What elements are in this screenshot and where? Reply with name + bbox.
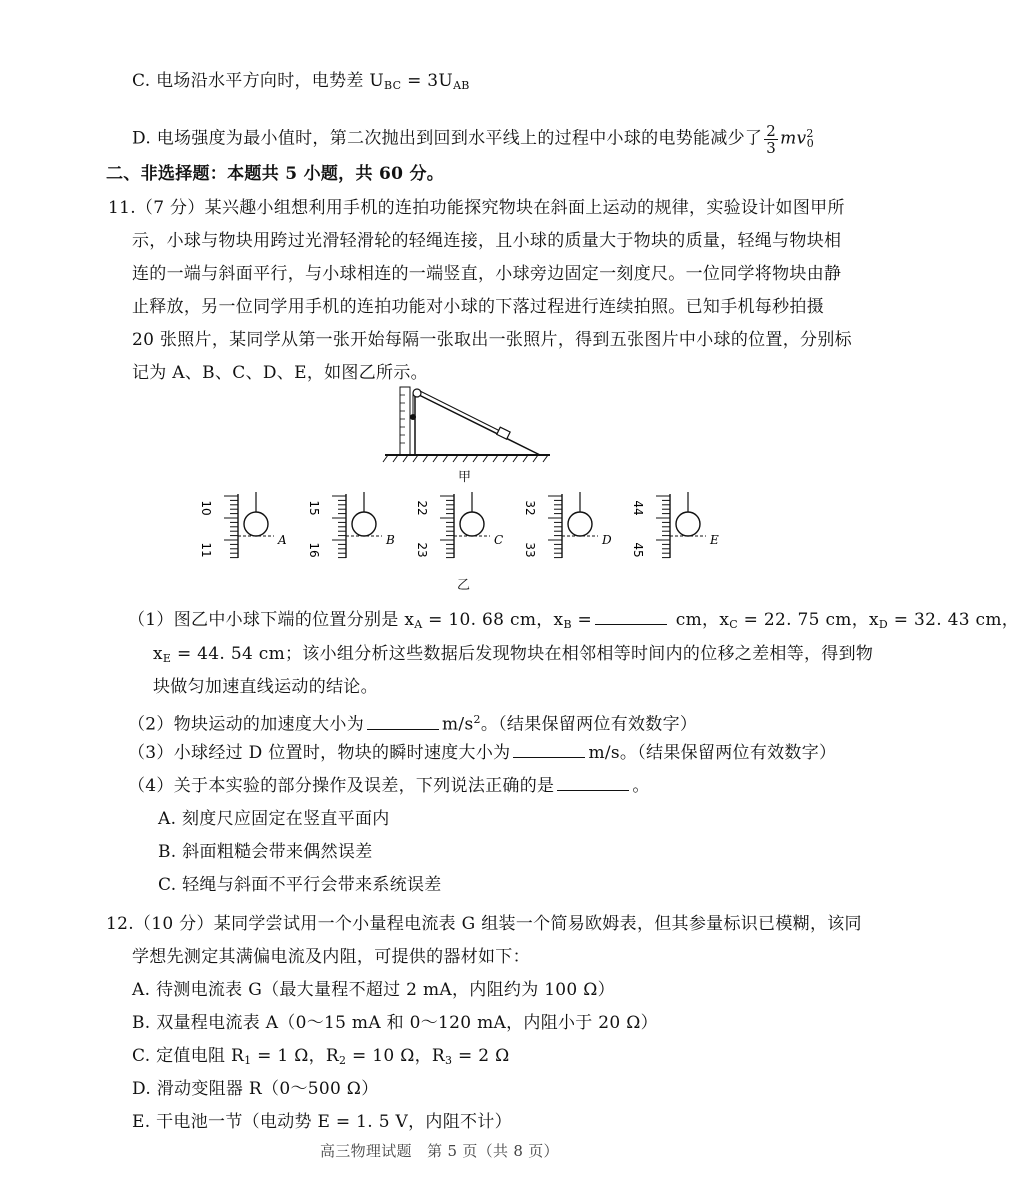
option-c [132, 70, 470, 97]
frac-den: 3 [766, 138, 777, 157]
p2-sup: 2 [473, 713, 481, 726]
q11-line-5: 20 张照片，某同学从第一张开始每隔一张取出一张照片，得到五张图片中小球的位置，分别标 [132, 330, 852, 350]
sub-b: B [563, 618, 572, 631]
q12-line-2: 学想先测定其满偏电流及内阻，可提供的器材如下： [132, 947, 530, 967]
figure-jia-label: 甲 [458, 470, 472, 485]
option-d-text: D. 电场强度为最小值时，第二次抛出到回到水平线上的过程中小球的电势能减少了 [132, 128, 763, 149]
answer-blank-accel[interactable] [367, 715, 439, 730]
q12c-text-b: = 1 Ω，R [251, 1046, 340, 1066]
p2-text-a: （2）物块运动的加速度大小为 [128, 714, 365, 735]
ruler-label-bottom: 11 [199, 542, 213, 558]
ruler-label-bottom: 23 [415, 542, 429, 558]
ball [352, 512, 376, 536]
sub-1: 1 [244, 1054, 252, 1067]
ruler-label-bottom: 45 [631, 542, 645, 558]
ruler-label-top: 22 [415, 500, 429, 516]
q11-option-a: A. 刻度尺应固定在竖直平面内 [158, 809, 390, 829]
p1-text-f: = 32. 43 cm， [888, 610, 1019, 630]
ball [568, 512, 592, 536]
q11-part-1-line-3: 块做匀加速直线运动的结论。 [153, 677, 378, 697]
sub-3: 3 [445, 1054, 453, 1067]
p1-l2-text: = 44. 54 cm；该小组分析这些数据后发现物块在相邻相等时间内的位移之差相等，得到物 [171, 644, 874, 664]
q11-part-1-line-2 [153, 643, 873, 670]
sub-2: 2 [339, 1054, 347, 1067]
q12-item-e: E. 干电池一节（电动势 E = 1. 5 V，内阻不计） [132, 1112, 512, 1132]
block [497, 427, 510, 439]
q11-part-2 [128, 709, 697, 736]
section-title: 二、非选择题：本题共 5 小题，共 60 分。 [106, 164, 445, 184]
q11-part-4 [128, 775, 650, 797]
position-letter: A [278, 533, 287, 547]
sub-bc: BC [384, 79, 402, 92]
mv-term: mv [780, 128, 807, 149]
ruler-label-top: 10 [199, 500, 213, 516]
q12-line-1: 12.（10 分）某同学尝试用一个小量程电流表 G 组装一个简易欧姆表，但其参量标识已模糊，该同 [106, 914, 862, 934]
p1-text-b: = 10. 68 cm，x [422, 610, 564, 630]
pulley [413, 389, 421, 397]
p4-end: 。 [632, 776, 650, 796]
q11-part-1-line-1 [128, 609, 1019, 636]
option-d [132, 114, 814, 164]
ruler-snapshot-c [406, 490, 506, 570]
ruler-label-bottom: 33 [523, 542, 537, 558]
q12c-text-c: = 10 Ω，R [346, 1046, 446, 1066]
q11-option-c: C. 轻绳与斜面不平行会带来系统误差 [158, 875, 442, 895]
ruler [400, 387, 410, 455]
answer-blank-choice[interactable] [557, 776, 629, 791]
sub-ab: AB [453, 79, 470, 92]
option-c-text: C. 电场沿水平方向时，电势差 U [132, 71, 385, 91]
mv-sub: 0 [806, 136, 815, 150]
p2-text-c: 。（结果保留两位有效数字） [480, 714, 698, 735]
p2-unit: m/s [442, 714, 474, 735]
answer-blank-velocity[interactable] [513, 743, 585, 758]
q12-item-c [132, 1045, 510, 1072]
option-c-mid: = 3U [401, 71, 454, 91]
ruler-snapshot-e [622, 490, 722, 570]
position-letter: C [494, 533, 504, 547]
q11-line-3: 连的一端与斜面平行，与小球相连的一端竖直，小球旁边固定一刻度尺。一位同学将物块由静 [132, 264, 842, 284]
ruler-snapshot-d [514, 490, 614, 570]
ball [676, 512, 700, 536]
ruler-label-top: 44 [631, 500, 645, 516]
frac-num: 2 [766, 121, 777, 140]
mv-sup: 2 [806, 127, 814, 140]
figure-jia [380, 385, 560, 465]
position-letter: D [602, 533, 612, 547]
q11-line-4: 止释放，另一位同学用手机的连拍功能对小球的下落过程进行连续拍照。已知手机每秒拍摄 [132, 297, 824, 317]
q12-item-d: D. 滑动变阻器 R（0～500 Ω） [132, 1079, 379, 1099]
q12-item-b: B. 双量程电流表 A（0～15 mA 和 0～120 mA，内阻小于 20 Ω） [132, 1013, 658, 1033]
ball [410, 414, 416, 420]
q11-part-3 [128, 742, 836, 764]
ruler-label-top: 32 [523, 500, 537, 516]
position-letter: E [710, 533, 719, 547]
p1-text-d: cm，x [670, 610, 730, 630]
q11-option-b: B. 斜面粗糙会带来偶然误差 [158, 842, 373, 862]
page-footer: 高三物理试题 第 5 页（共 8 页） [320, 1142, 559, 1160]
rope-incline [420, 391, 500, 431]
position-letter: B [386, 533, 395, 547]
p1-text-a: （1）图乙中小球下端的位置分别是 x [128, 610, 415, 630]
q11-line-6: 记为 A、B、C、D、E，如图乙所示。 [132, 363, 428, 383]
figure-yi-label: 乙 [457, 578, 471, 593]
figure-yi [190, 490, 730, 570]
p1-l2-x: x [153, 644, 163, 664]
ruler-snapshot-b [298, 490, 398, 570]
ball [244, 512, 268, 536]
q12c-text-d: = 2 Ω [452, 1046, 510, 1066]
q12-item-a: A. 待测电流表 G（最大量程不超过 2 mA，内阻约为 100 Ω） [132, 980, 615, 1000]
q11-line-1: 11.（7 分）某兴趣小组想利用手机的连拍功能探究物块在斜面上运动的规律，实验设计如图甲所 [108, 198, 845, 218]
sub-a: A [414, 618, 423, 631]
p1-text-e: = 22. 75 cm，x [737, 610, 879, 630]
p3-text-a: （3）小球经过 D 位置时，物块的瞬时速度大小为 [128, 743, 511, 763]
ruler-snapshot-a [190, 490, 290, 570]
answer-blank-xb[interactable] [595, 610, 667, 625]
fraction-two-thirds [764, 123, 778, 156]
ruler-ticks [400, 395, 405, 443]
sub-d: D [878, 618, 889, 631]
ruler-label-bottom: 16 [307, 542, 321, 558]
p3-text-b: m/s。（结果保留两位有效数字） [588, 743, 837, 763]
q11-line-2: 示，小球与物块用跨过光滑轻滑轮的轻绳连接，且小球的质量大于物块的质量，轻绳与物块相 [132, 231, 842, 251]
sub-e: E [162, 652, 172, 665]
incline [415, 393, 540, 455]
sub-c: C [729, 618, 738, 631]
ruler-label-top: 15 [307, 500, 321, 516]
q12c-text-a: C. 定值电阻 R [132, 1046, 245, 1066]
p4-text: （4）关于本实验的部分操作及误差，下列说法正确的是 [128, 776, 555, 796]
ground-hatching [383, 455, 548, 462]
p1-text-c: = [571, 610, 593, 630]
ball [460, 512, 484, 536]
